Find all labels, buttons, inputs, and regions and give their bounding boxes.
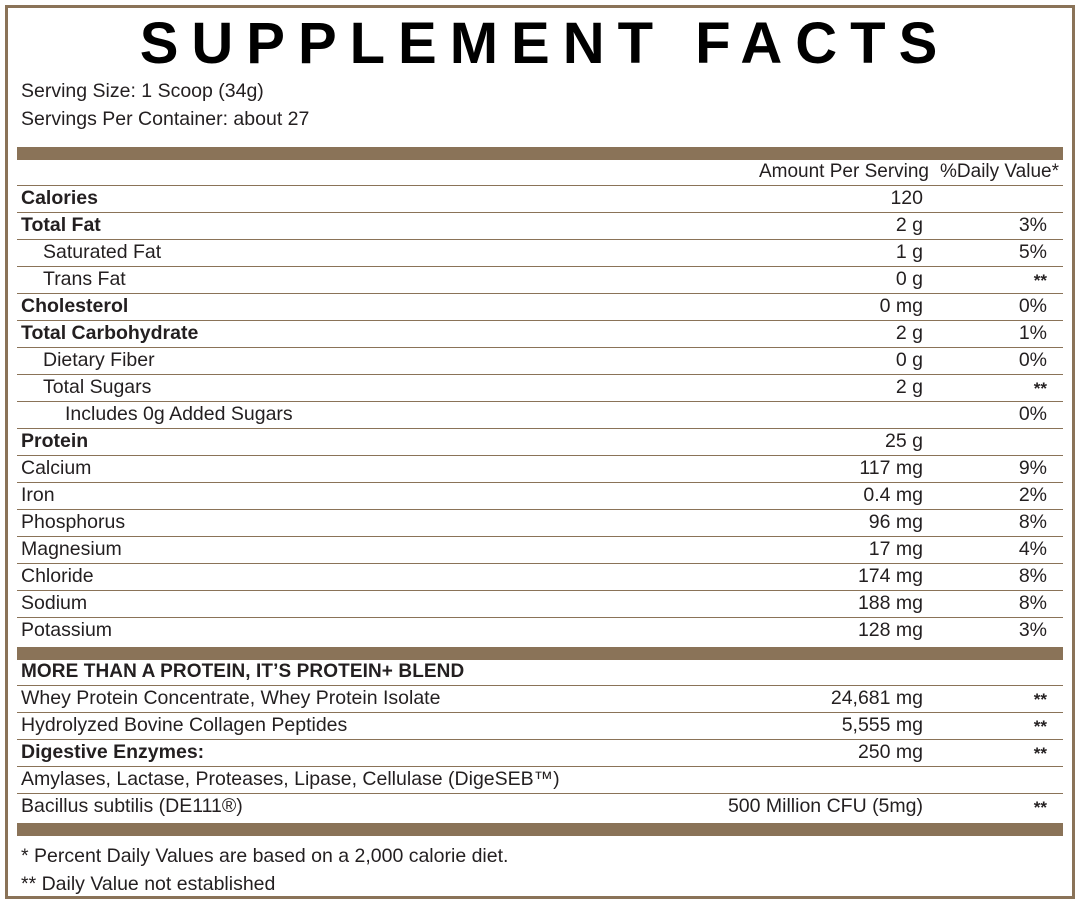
nutrient-amount: 17 mg xyxy=(735,537,935,564)
blend-heading-row xyxy=(17,660,1063,686)
nutrient-dv: ** xyxy=(935,375,1063,402)
panel-inner xyxy=(17,11,1063,895)
nutrient-dv: ** xyxy=(935,267,1063,294)
nutrient-dv: 0% xyxy=(935,402,1063,429)
table-row xyxy=(17,591,1063,618)
table-row xyxy=(17,321,1063,348)
nutrient-amount xyxy=(735,402,935,429)
table-row xyxy=(17,429,1063,456)
nutrient-name: Total Fat xyxy=(17,213,735,240)
nutrient-name: Iron xyxy=(17,483,735,510)
nutrient-amount: 1 g xyxy=(735,240,935,267)
divider-blend xyxy=(17,647,1063,660)
nutrient-name: Total Sugars xyxy=(17,375,735,402)
nutrient-name: Saturated Fat xyxy=(17,240,735,267)
nutrient-name: Cholesterol xyxy=(17,294,735,321)
serving-info xyxy=(17,78,1063,133)
nutrient-name: Magnesium xyxy=(17,537,735,564)
footnotes xyxy=(17,836,1063,898)
table-row xyxy=(17,794,1063,821)
table-header-row xyxy=(17,160,1063,186)
blend-ingredient-name: Hydrolyzed Bovine Collagen Peptides xyxy=(17,713,728,740)
nutrient-dv: 3% xyxy=(1018,619,1047,642)
nutrient-amount: 188 mg xyxy=(735,591,935,618)
nutrient-name: Calcium xyxy=(17,456,735,483)
nutrient-dv: 0% xyxy=(935,294,1063,321)
nutrient-name: Total Carbohydrate xyxy=(17,321,735,348)
nutrient-amount: 2 g xyxy=(735,375,935,402)
nutrient-name: Calories xyxy=(17,186,735,213)
nutrient-dv: 8% xyxy=(935,564,1063,591)
blend-ingredient-name: Digestive Enzymes: xyxy=(17,740,728,767)
table-row xyxy=(17,713,1063,740)
header-blank xyxy=(17,160,735,186)
table-row xyxy=(17,375,1063,402)
nutrient-amount: 25 g xyxy=(735,429,935,456)
blend-ingredient-amount: 250 mg xyxy=(728,740,935,767)
table-row xyxy=(17,213,1063,240)
table-row xyxy=(17,348,1063,375)
header-daily-value: %Daily Value* xyxy=(935,160,1063,186)
nutrient-amount: 2 g xyxy=(735,213,935,240)
nutrient-amount: 117 mg xyxy=(735,456,935,483)
nutrient-name: Phosphorus xyxy=(17,510,735,537)
blend-ingredient-dv: ** xyxy=(1033,798,1047,818)
nutrient-name: Includes 0g Added Sugars xyxy=(17,402,735,429)
table-row xyxy=(17,240,1063,267)
blend-ingredient-dv: ** xyxy=(935,713,1063,740)
nutrient-dv: 4% xyxy=(935,537,1063,564)
blend-ingredient-amount: 500 Million CFU (5mg) xyxy=(727,795,923,818)
nutrient-amount: 96 mg xyxy=(735,510,935,537)
nutrient-amount: 0 g xyxy=(735,267,935,294)
nutrient-dv: 9% xyxy=(935,456,1063,483)
nutrient-dv: 8% xyxy=(935,591,1063,618)
nutrient-amount: 0.4 mg xyxy=(735,483,935,510)
table-row xyxy=(17,456,1063,483)
nutrient-name: Protein xyxy=(17,429,735,456)
blend-ingredient-name: Bacillus subtilis (DE111®) xyxy=(21,795,243,818)
nutrient-dv xyxy=(935,186,1063,213)
nutrient-name: Potassium xyxy=(21,619,113,642)
nutrient-dv: 5% xyxy=(935,240,1063,267)
nutrient-dv: 0% xyxy=(935,348,1063,375)
footnote-daily-values: * Percent Daily Values are based on a 2,000 calorie diet. xyxy=(21,845,509,868)
nutrient-name: Dietary Fiber xyxy=(17,348,735,375)
nutrient-name: Trans Fat xyxy=(17,267,735,294)
blend-ingredient-amount xyxy=(728,767,935,794)
blend-ingredient-dv: ** xyxy=(935,740,1063,767)
supplement-facts-panel xyxy=(5,5,1075,899)
nutrient-dv: 3% xyxy=(935,213,1063,240)
blend-heading: MORE THAN A PROTEIN, IT’S PROTEIN+ BLEND xyxy=(17,660,1063,686)
table-row xyxy=(17,537,1063,564)
nutrient-amount: 128 mg xyxy=(857,619,923,642)
nutrient-amount: 0 g xyxy=(735,348,935,375)
table-row xyxy=(17,294,1063,321)
table-row xyxy=(17,767,1063,794)
servings-per-container: Servings Per Container: about 27 xyxy=(21,107,310,130)
table-row xyxy=(17,483,1063,510)
table-row xyxy=(17,186,1063,213)
serving-size: Serving Size: 1 Scoop (34g) xyxy=(21,79,264,102)
table-row xyxy=(17,564,1063,591)
nutrient-amount: 174 mg xyxy=(735,564,935,591)
blend-ingredient-dv: ** xyxy=(935,686,1063,713)
nutrient-dv: 1% xyxy=(935,321,1063,348)
blend-ingredient-dv xyxy=(935,767,1063,794)
blend-ingredient-amount: 5,555 mg xyxy=(728,713,935,740)
table-row xyxy=(17,267,1063,294)
blend-ingredient-name: Whey Protein Concentrate, Whey Protein Isolate xyxy=(17,686,728,713)
table-row xyxy=(17,686,1063,713)
nutrition-table xyxy=(17,160,1063,644)
blend-ingredient-name: Amylases, Lactase, Proteases, Lipase, Cellulase (DigeSEB™) xyxy=(17,767,728,794)
table-row xyxy=(17,402,1063,429)
nutrient-name: Sodium xyxy=(17,591,735,618)
footnote-not-established: ** Daily Value not established xyxy=(21,872,276,895)
blend-table xyxy=(17,660,1063,820)
nutrient-amount: 2 g xyxy=(735,321,935,348)
table-row xyxy=(17,510,1063,537)
table-row xyxy=(17,740,1063,767)
page-title: SUPPLEMENT FACTS xyxy=(139,11,951,76)
nutrient-amount: 120 xyxy=(735,186,935,213)
divider-footnotes xyxy=(17,823,1063,836)
nutrient-dv xyxy=(935,429,1063,456)
nutrient-amount: 0 mg xyxy=(735,294,935,321)
divider-top xyxy=(17,147,1063,160)
nutrient-dv: 2% xyxy=(935,483,1063,510)
header-amount-per-serving: Amount Per Serving xyxy=(735,160,935,186)
table-row xyxy=(17,618,1063,645)
nutrient-dv: 8% xyxy=(935,510,1063,537)
blend-ingredient-amount: 24,681 mg xyxy=(728,686,935,713)
nutrient-name: Chloride xyxy=(17,564,735,591)
